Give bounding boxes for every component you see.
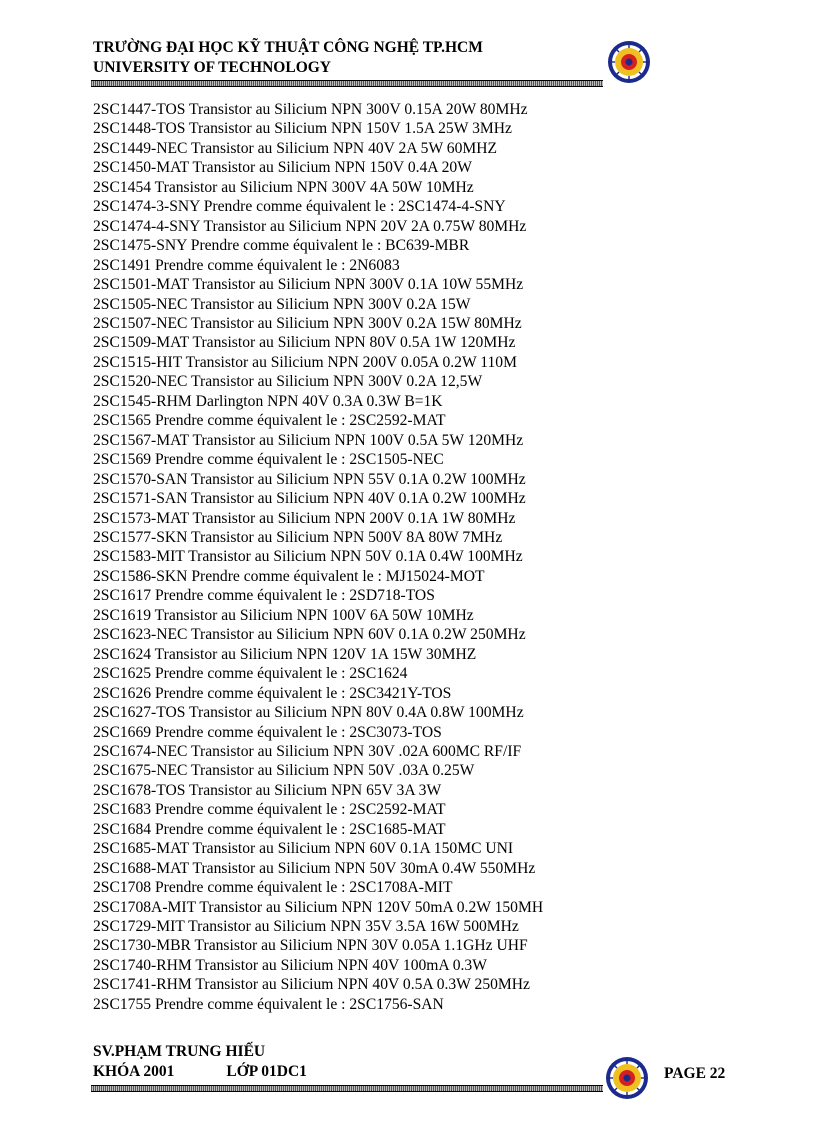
- list-item: 2SC1491 Prendre comme équivalent le : 2N6083: [93, 256, 400, 274]
- list-item: 2SC1583-MIT Transistor au Silicium NPN 50V 0.1A 0.4W 100MHz: [93, 548, 523, 566]
- list-item: 2SC1565 Prendre comme équivalent le : 2SC2592-MAT: [93, 412, 446, 430]
- list-item: 2SC1509-MAT Transistor au Silicium NPN 80V 0.5A 1W 120MHz: [93, 334, 516, 352]
- list-item: 2SC1730-MBR Transistor au Silicium NPN 30V 0.05A 1.1GHz UHF: [93, 937, 528, 955]
- list-item: 2SC1741-RHM Transistor au Silicium NPN 40V 0.5A 0.3W 250MHz: [93, 976, 530, 994]
- list-item: 2SC1570-SAN Transistor au Silicium NPN 55V 0.1A 0.2W 100MHz: [93, 470, 526, 488]
- list-item: 2SC1475-SNY Prendre comme équivalent le : BC639-MBR: [93, 237, 470, 255]
- list-item: 2SC1627-TOS Transistor au Silicium NPN 80V 0.4A 0.8W 100MHz: [93, 704, 524, 722]
- list-item: 2SC1675-NEC Transistor au Silicium NPN 50V .03A 0.25W: [93, 762, 475, 780]
- list-item: 2SC1669 Prendre comme équivalent le : 2SC3073-TOS: [93, 723, 442, 741]
- footer-rule: [91, 1085, 603, 1092]
- list-item: 2SC1449-NEC Transistor au Silicium NPN 40V 2A 5W 60MHZ: [93, 139, 498, 157]
- list-item: 2SC1755 Prendre comme équivalent le : 2SC1756-SAN: [93, 995, 444, 1013]
- list-item: 2SC1569 Prendre comme équivalent le : 2SC1505-NEC: [93, 451, 444, 469]
- list-item: 2SC1501-MAT Transistor au Silicium NPN 300V 0.1A 10W 55MHz: [93, 276, 524, 294]
- list-item: 2SC1674-NEC Transistor au Silicium NPN 30V .02A 600MC RF/IF: [93, 742, 522, 760]
- list-item: 2SC1507-NEC Transistor au Silicium NPN 300V 0.2A 15W 80MHz: [93, 314, 522, 332]
- list-item: 2SC1505-NEC Transistor au Silicium NPN 300V 0.2A 15W: [93, 295, 471, 313]
- header-rule: [91, 80, 603, 87]
- list-item: 2SC1708 Prendre comme équivalent le : 2SC1708A-MIT: [93, 879, 453, 897]
- list-item: 2SC1450-MAT Transistor au Silicium NPN 150V 0.4A 20W: [93, 159, 472, 177]
- page-footer: [93, 1042, 593, 1082]
- footer-course: KHÓA 2001: [93, 1063, 175, 1080]
- list-item: 2SC1683 Prendre comme équivalent le : 2SC2592-MAT: [93, 801, 446, 819]
- list-item: 2SC1454 Transistor au Silicium NPN 300V 4A 50W 10MHz: [93, 178, 474, 196]
- list-item: 2SC1447-TOS Transistor au Silicium NPN 300V 0.15A 20W 80MHz: [93, 101, 528, 118]
- list-item: 2SC1740-RHM Transistor au Silicium NPN 40V 100mA 0.3W: [93, 956, 487, 974]
- footer-class: LỚP 01DC1: [226, 1063, 307, 1080]
- header-university-vn: TRƯỜNG ĐẠI HỌC KỸ THUẬT CÔNG NGHỆ TP.HCM: [93, 39, 483, 56]
- list-item: 2SC1577-SKN Transistor au Silicium NPN 500V 8A 80W 7MHz: [93, 528, 503, 546]
- list-item: 2SC1685-MAT Transistor au Silicium NPN 60V 0.1A 150MC UNI: [93, 840, 514, 858]
- list-item: 2SC1567-MAT Transistor au Silicium NPN 100V 0.5A 5W 120MHz: [93, 431, 524, 449]
- footer-student: SV.PHẠM TRUNG HIẾU: [93, 1043, 266, 1060]
- list-item: 2SC1545-RHM Darlington NPN 40V 0.3A 0.3W B=1K: [93, 392, 443, 410]
- header-university-en: UNIVERSITY OF TECHNOLOGY: [93, 59, 331, 76]
- list-item: 2SC1474-3-SNY Prendre comme équivalent le : 2SC1474-4-SNY: [93, 198, 506, 216]
- list-item: 2SC1617 Prendre comme équivalent le : 2SD718-TOS: [93, 587, 435, 605]
- list-item: 2SC1619 Transistor au Silicium NPN 100V 6A 50W 10MHz: [93, 606, 474, 624]
- list-item: 2SC1474-4-SNY Transistor au Silicium NPN 20V 2A 0.75W 80MHz: [93, 217, 527, 235]
- list-item: 2SC1586-SKN Prendre comme équivalent le : MJ15024-MOT: [93, 567, 485, 585]
- list-item: 2SC1626 Prendre comme équivalent le : 2SC3421Y-TOS: [93, 684, 452, 702]
- list-item: 2SC1623-NEC Transistor au Silicium NPN 60V 0.1A 0.2W 250MHz: [93, 626, 526, 644]
- list-item: 2SC1573-MAT Transistor au Silicium NPN 200V 0.1A 1W 80MHz: [93, 509, 516, 527]
- university-seal-icon: [605, 1056, 649, 1100]
- footer-course-line: [93, 1062, 593, 1082]
- list-item: 2SC1520-NEC Transistor au Silicium NPN 300V 0.2A 12,5W: [93, 373, 483, 391]
- list-item: 2SC1571-SAN Transistor au Silicium NPN 40V 0.1A 0.2W 100MHz: [93, 490, 526, 508]
- list-item: 2SC1515-HIT Transistor au Silicium NPN 200V 0.05A 0.2W 110M: [93, 353, 517, 371]
- list-item: 2SC1684 Prendre comme équivalent le : 2SC1685-MAT: [93, 820, 446, 838]
- university-seal-icon: [607, 40, 651, 84]
- list-item: 2SC1708A-MIT Transistor au Silicium NPN 120V 50mA 0.2W 150MH: [93, 898, 544, 916]
- list-item: 2SC1624 Transistor au Silicium NPN 120V 1A 15W 30MHZ: [93, 645, 477, 663]
- list-item: 2SC1448-TOS Transistor au Silicium NPN 150V 1.5A 25W 3MHz: [93, 120, 512, 138]
- page-header: [93, 38, 603, 78]
- page-number: PAGE 22: [664, 1065, 726, 1082]
- list-item: 2SC1688-MAT Transistor au Silicium NPN 50V 30mA 0.4W 550MHz: [93, 859, 536, 877]
- list-item: 2SC1678-TOS Transistor au Silicium NPN 65V 3A 3W: [93, 781, 442, 799]
- list-item: 2SC1625 Prendre comme équivalent le : 2SC1624: [93, 665, 408, 683]
- list-item: 2SC1729-MIT Transistor au Silicium NPN 35V 3.5A 16W 500MHz: [93, 918, 519, 936]
- transistor-list: [93, 100, 713, 1014]
